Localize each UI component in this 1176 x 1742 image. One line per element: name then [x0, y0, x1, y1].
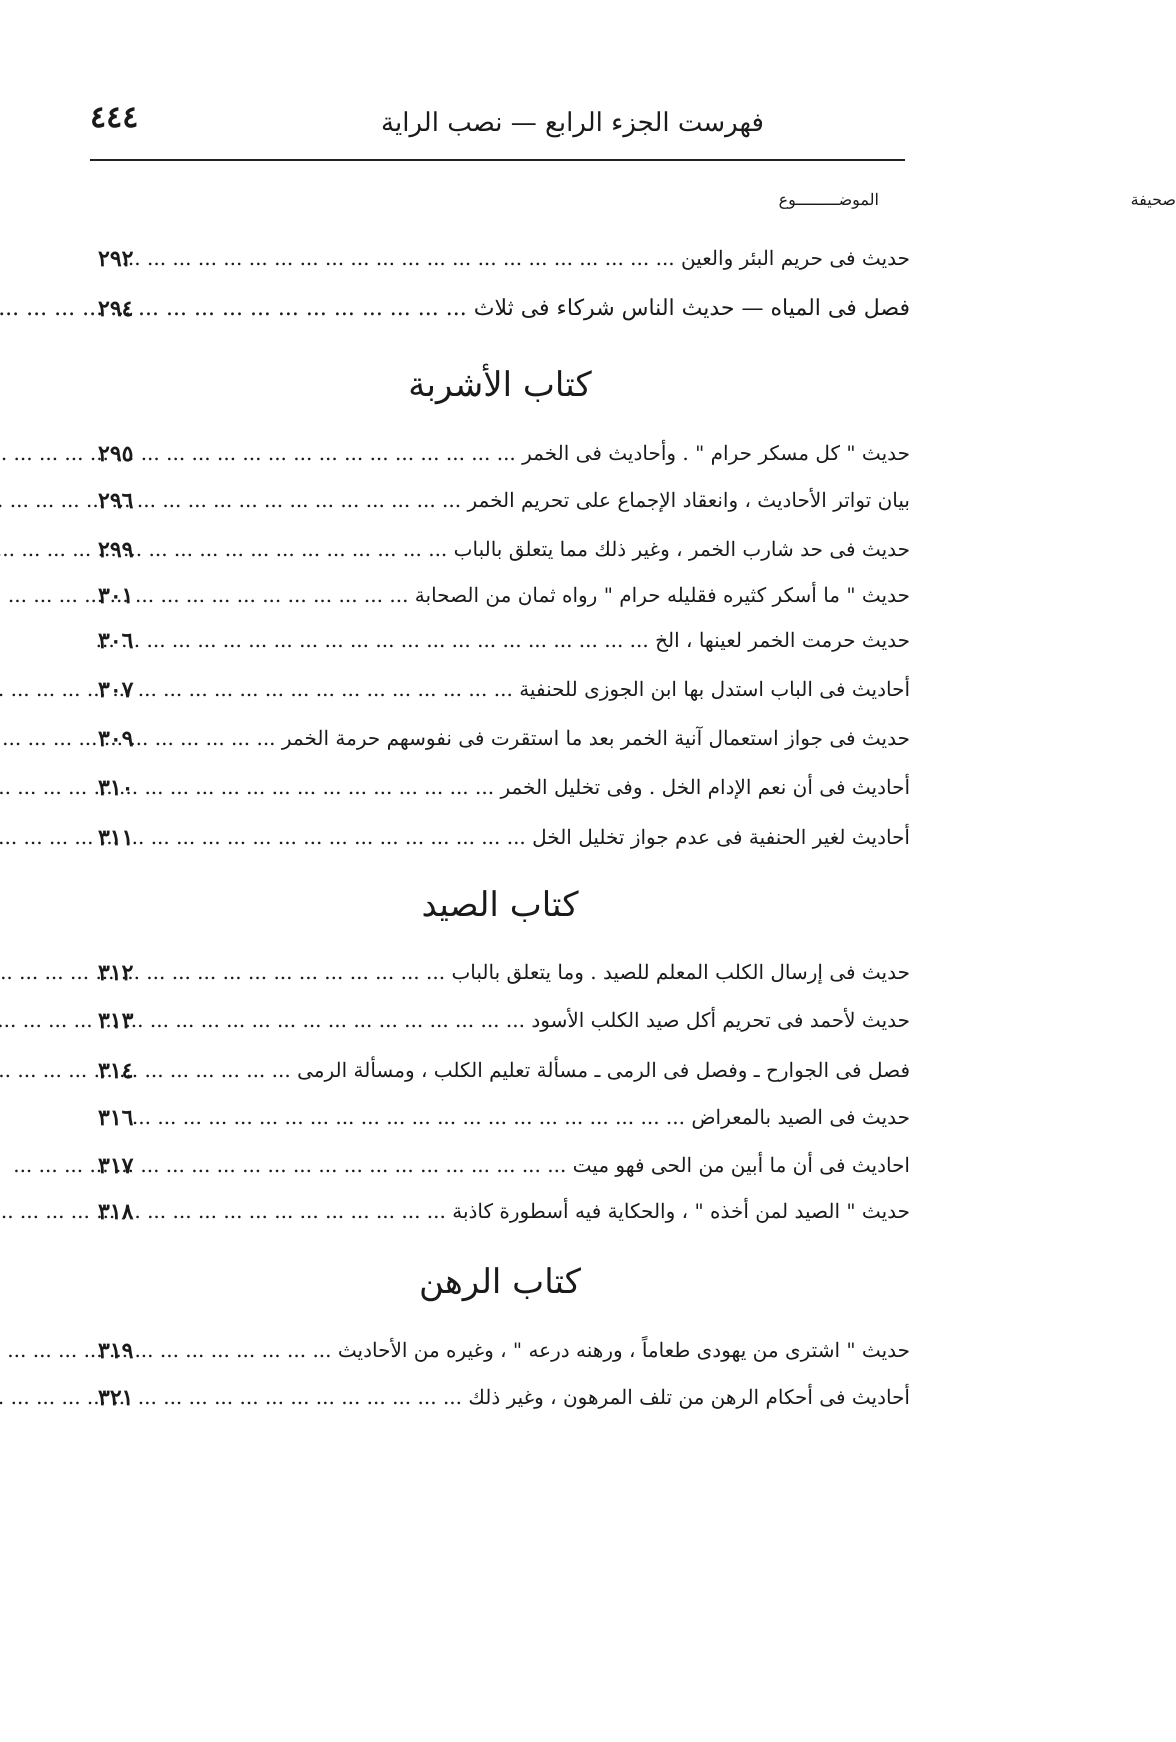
index-entry: [90, 1385, 910, 1425]
entry-page: ٣٠٦: [98, 628, 134, 654]
entry-title: أحاديث لغير الحنفية فى عدم جواز تخليل الخل ... .: [230, 825, 910, 849]
entry-page: ٣٢١: [98, 1385, 134, 1411]
index-entry: [90, 296, 910, 336]
entry-title: حديث " الصيد لمن أخذه " ، والحكاية فيه أسطورة كاذبة ... .: [230, 1199, 910, 1223]
index-entry: [90, 1199, 910, 1239]
entry-page: ٢٩٩: [98, 537, 134, 563]
entry-title: حديث فى الصيد بالمعراض ... .: [230, 1105, 910, 1129]
entry-title: حديث فى حريم البئر والعين ... .: [230, 246, 910, 270]
header-divider: [90, 159, 905, 161]
index-entry: [90, 726, 910, 766]
entry-title: حديث فى جواز استعمال آنية الخمر بعد ما استقرت فى نفوسهم حرمة الخمر ... .: [230, 726, 910, 750]
index-entry: [90, 583, 910, 623]
entry-page: ٣١٨: [98, 1199, 134, 1225]
entry-title: حديث حرمت الخمر لعينها ، الخ ... .: [230, 628, 910, 652]
entry-page: ٣١١: [98, 825, 134, 851]
entry-page: ٣١٤: [98, 1058, 134, 1084]
index-entry: [90, 960, 910, 1000]
section-title: كتاب الأشربة: [408, 365, 592, 405]
entry-page: ٣١٩: [98, 1338, 134, 1364]
entry-title: فصل فى المياه — حديث الناس شركاء فى ثلاث ... .: [230, 296, 910, 321]
running-title: فهرست الجزء الرابع — نصب الراية: [381, 108, 764, 138]
entry-title: حديث فى إرسال الكلب المعلم للصيد . وما يتعلق بالباب ... .: [230, 960, 910, 984]
entry-title: أحاديث فى أحكام الرهن من تلف المرهون ، وغير ذلك ... .: [230, 1385, 910, 1409]
entry-page: ٣١٣: [98, 1008, 134, 1034]
index-entry: [90, 1008, 910, 1048]
index-entry: [90, 677, 910, 717]
page-header: [90, 100, 905, 150]
index-entry: [90, 246, 910, 286]
entry-title: فصل فى الجوارح ـ وفصل فى الرمى ـ مسألة تعليم الكلب ، ومسألة الرمى ... .: [230, 1058, 910, 1082]
section-title: كتاب الرهن: [419, 1262, 581, 1302]
entry-title: أحاديث فى الباب استدل بها ابن الجوزى للحنفية ... .: [230, 677, 910, 701]
entry-page: ٢٩٥: [98, 441, 134, 467]
entry-page: ٢٩٢: [98, 246, 134, 272]
index-entry: [90, 441, 910, 481]
index-entry: [90, 825, 910, 865]
index-entry: [90, 1338, 910, 1378]
page-column-header: صحيفة: [1130, 190, 1176, 209]
index-entry: [90, 1105, 910, 1145]
entry-title: حديث فى حد شارب الخمر ، وغير ذلك مما يتعلق بالباب ... .: [230, 537, 910, 561]
entry-title: حديث لأحمد فى تحريم أكل صيد الكلب الأسود ... .: [230, 1008, 910, 1032]
entry-page: ٣٠٩: [98, 726, 134, 752]
index-entry: [90, 537, 910, 577]
entry-title: أحاديث فى أن نعم الإدام الخل . وفى تخليل الخمر ... .: [230, 775, 910, 799]
subject-column-header: الموضـــــــــوع: [778, 190, 879, 209]
page-number: ٤٤٤: [90, 100, 139, 135]
index-entry: [90, 1153, 910, 1193]
index-entry: [90, 775, 910, 815]
section-title: كتاب الصيد: [421, 885, 579, 925]
index-entry: [90, 628, 910, 668]
entry-title: بيان تواتر الأحاديث ، وانعقاد الإجماع على تحريم الخمر ... .: [230, 488, 910, 512]
entry-title: احاديث فى أن ما أبين من الحى فهو ميت ... .: [230, 1153, 910, 1177]
entry-page: ٣١٦: [98, 1105, 134, 1131]
entry-title: حديث " كل مسكر حرام " . وأحاديث فى الخمر ... .: [230, 441, 910, 465]
entry-title: حديث " اشترى من يهودى طعاماً ، ورهنه درعه " ، وغيره من الأحاديث ... .: [230, 1338, 910, 1362]
index-entry: [90, 1058, 910, 1098]
index-entry: [90, 488, 910, 528]
entry-page: ٣٠٧: [98, 677, 134, 703]
entry-page: ٢٩٤: [98, 296, 134, 322]
entry-page: ٣١٢: [98, 960, 134, 986]
entry-page: ٢٩٦: [98, 488, 134, 514]
entry-page: ٣٠١: [98, 583, 134, 609]
entry-page: ٣١٠: [98, 775, 134, 801]
entry-page: ٣١٧: [98, 1153, 134, 1179]
entry-title: حديث " ما أسكر كثيره فقليله حرام " رواه ثمان من الصحابة ... .: [230, 583, 910, 607]
